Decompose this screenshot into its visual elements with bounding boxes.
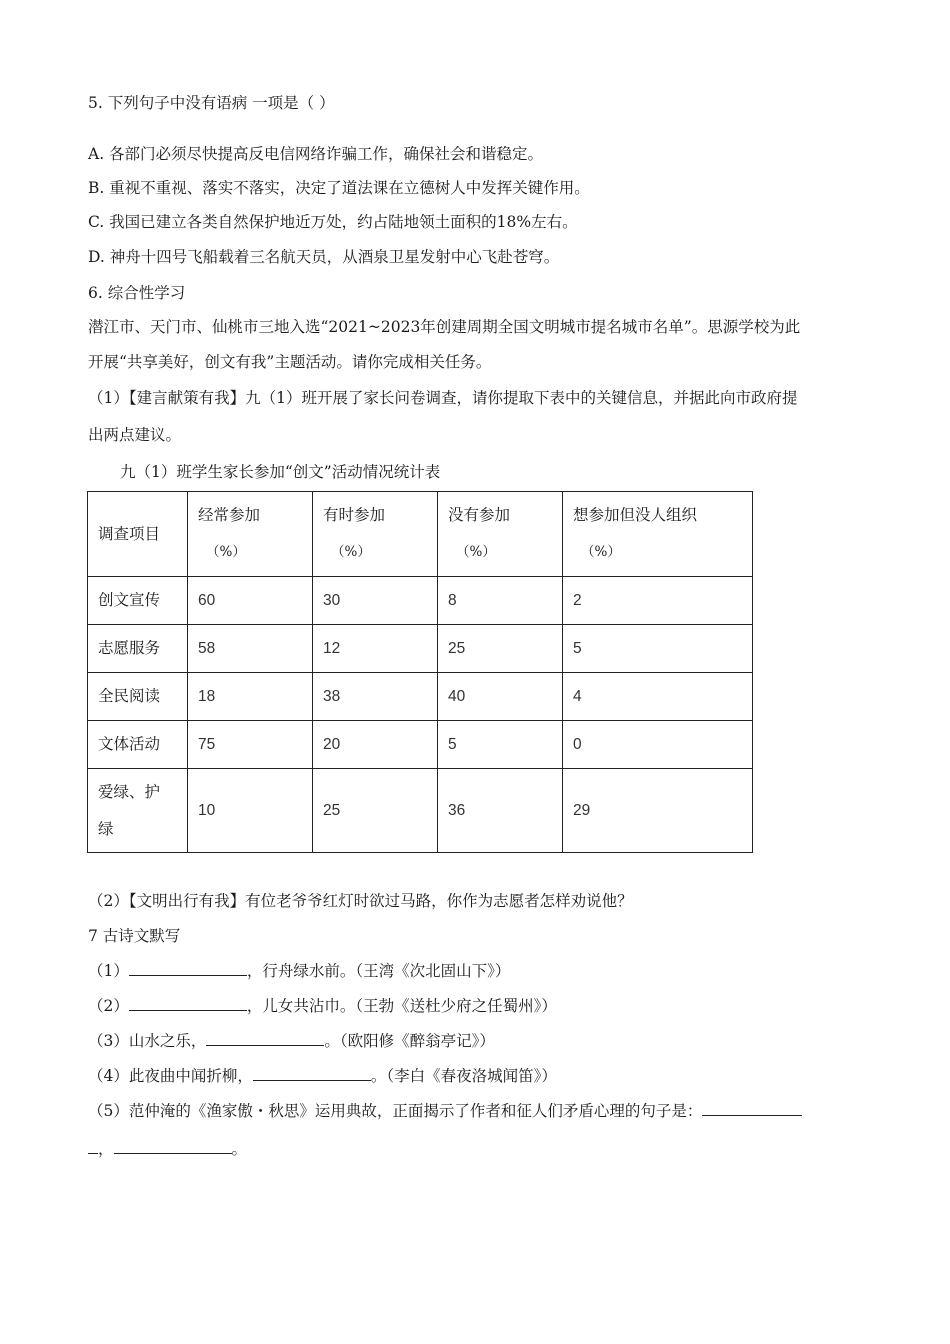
table-cell: 29 bbox=[563, 769, 753, 853]
table-caption: 九（1）班学生家长参加“创文”活动情况统计表 bbox=[120, 463, 441, 481]
table-cell: 30 bbox=[313, 577, 438, 625]
table-cell: 25 bbox=[438, 625, 563, 673]
header-cell: 经常参加 （%） bbox=[188, 492, 313, 577]
table-cell: 4 bbox=[563, 673, 753, 721]
answer-blank[interactable] bbox=[129, 995, 247, 1011]
header-cell: 没有参加 （%） bbox=[438, 492, 563, 577]
table-cell: 20 bbox=[313, 721, 438, 769]
row-label: 爱绿、护 绿 bbox=[88, 769, 188, 853]
header-cell: 有时参加 （%） bbox=[313, 492, 438, 577]
header-cell: 调查项目 bbox=[88, 492, 188, 577]
poem-item-2: （2） ，儿女共沾巾。（王勃《送杜少府之任蜀州》） bbox=[88, 997, 557, 1015]
option-b: B. 重视不重视、落实不落实，决定了道法课在立德树人中发挥关键作用。 bbox=[88, 179, 590, 197]
table-cell: 60 bbox=[188, 577, 313, 625]
table-row bbox=[88, 673, 753, 721]
answer-blank[interactable] bbox=[702, 1100, 802, 1116]
table-cell: 36 bbox=[438, 769, 563, 853]
answer-blank[interactable] bbox=[114, 1138, 232, 1154]
table-cell: 25 bbox=[313, 769, 438, 853]
row-label: 志愿服务 bbox=[88, 625, 188, 673]
table-cell: 8 bbox=[438, 577, 563, 625]
option-a: A. 各部门必须尽快提高反电信网络诈骗工作，确保社会和谐稳定。 bbox=[88, 145, 544, 163]
poem-item-4: （4）此夜曲中闻折柳， 。（李白《春夜洛城闻笛》） bbox=[88, 1067, 557, 1085]
answer-blank[interactable] bbox=[129, 960, 247, 976]
table-cell: 12 bbox=[313, 625, 438, 673]
question-6-title: 6. 综合性学习 bbox=[88, 284, 186, 302]
question-6-intro-line2: 开展“共享美好，创文有我”主题活动。请你完成相关任务。 bbox=[88, 353, 492, 371]
table-cell: 0 bbox=[563, 721, 753, 769]
option-d: D. 神舟十四号飞船载着三名航天员，从酒泉卫星发射中心飞赴苍穹。 bbox=[88, 248, 560, 266]
question-7-title: 7 古诗文默写 bbox=[88, 927, 181, 945]
table-cell: 2 bbox=[563, 577, 753, 625]
question-5-title: 5. 下列句子中没有语病 一项是（ ） bbox=[88, 94, 335, 112]
poem-item-1: （1） ，行舟绿水前。（王湾《次北固山下》） bbox=[88, 962, 511, 980]
table-row bbox=[88, 721, 753, 769]
table-header-row bbox=[88, 492, 753, 577]
answer-blank[interactable] bbox=[253, 1065, 371, 1081]
row-label: 创文宣传 bbox=[88, 577, 188, 625]
table-row bbox=[88, 577, 753, 625]
table-cell: 75 bbox=[188, 721, 313, 769]
statistics-table bbox=[87, 491, 753, 853]
question-6-intro-line1: 潜江市、天门市、仙桃市三地入选“2021~2023年创建周期全国文明城市提名城市名单”。思源学校为此 bbox=[88, 318, 801, 336]
poem-item-5-line2: ， 。 bbox=[88, 1138, 247, 1160]
table-row bbox=[88, 769, 753, 853]
table-cell: 40 bbox=[438, 673, 563, 721]
table-cell: 58 bbox=[188, 625, 313, 673]
poem-item-3: （3）山水之乐， 。（欧阳修《醉翁亭记》） bbox=[88, 1032, 495, 1050]
part-1-line1: （1）【建言献策有我】九（1）班开展了家长问卷调查，请你提取下表中的关键信息，并据此向市政府提 bbox=[88, 389, 798, 407]
answer-blank[interactable] bbox=[206, 1030, 324, 1046]
table-cell: 5 bbox=[563, 625, 753, 673]
answer-blank[interactable] bbox=[88, 1138, 98, 1154]
header-cell: 想参加但没人组织 （%） bbox=[563, 492, 753, 577]
table-row bbox=[88, 625, 753, 673]
table-cell: 38 bbox=[313, 673, 438, 721]
part-2: （2）【文明出行有我】有位老爷爷红灯时欲过马路，你作为志愿者怎样劝说他？ bbox=[88, 892, 633, 910]
table-cell: 5 bbox=[438, 721, 563, 769]
poem-item-5-line1: （5）范仲淹的《渔家傲・秋思》运用典故，正面揭示了作者和征人们矛盾心理的句子是： bbox=[88, 1100, 802, 1122]
row-label: 文体活动 bbox=[88, 721, 188, 769]
table-cell: 18 bbox=[188, 673, 313, 721]
row-label: 全民阅读 bbox=[88, 673, 188, 721]
part-1-line2: 出两点建议。 bbox=[88, 426, 182, 444]
table-cell: 10 bbox=[188, 769, 313, 853]
option-c: C. 我国已建立各类自然保护地近万处，约占陆地领土面积的18%左右。 bbox=[88, 213, 578, 231]
